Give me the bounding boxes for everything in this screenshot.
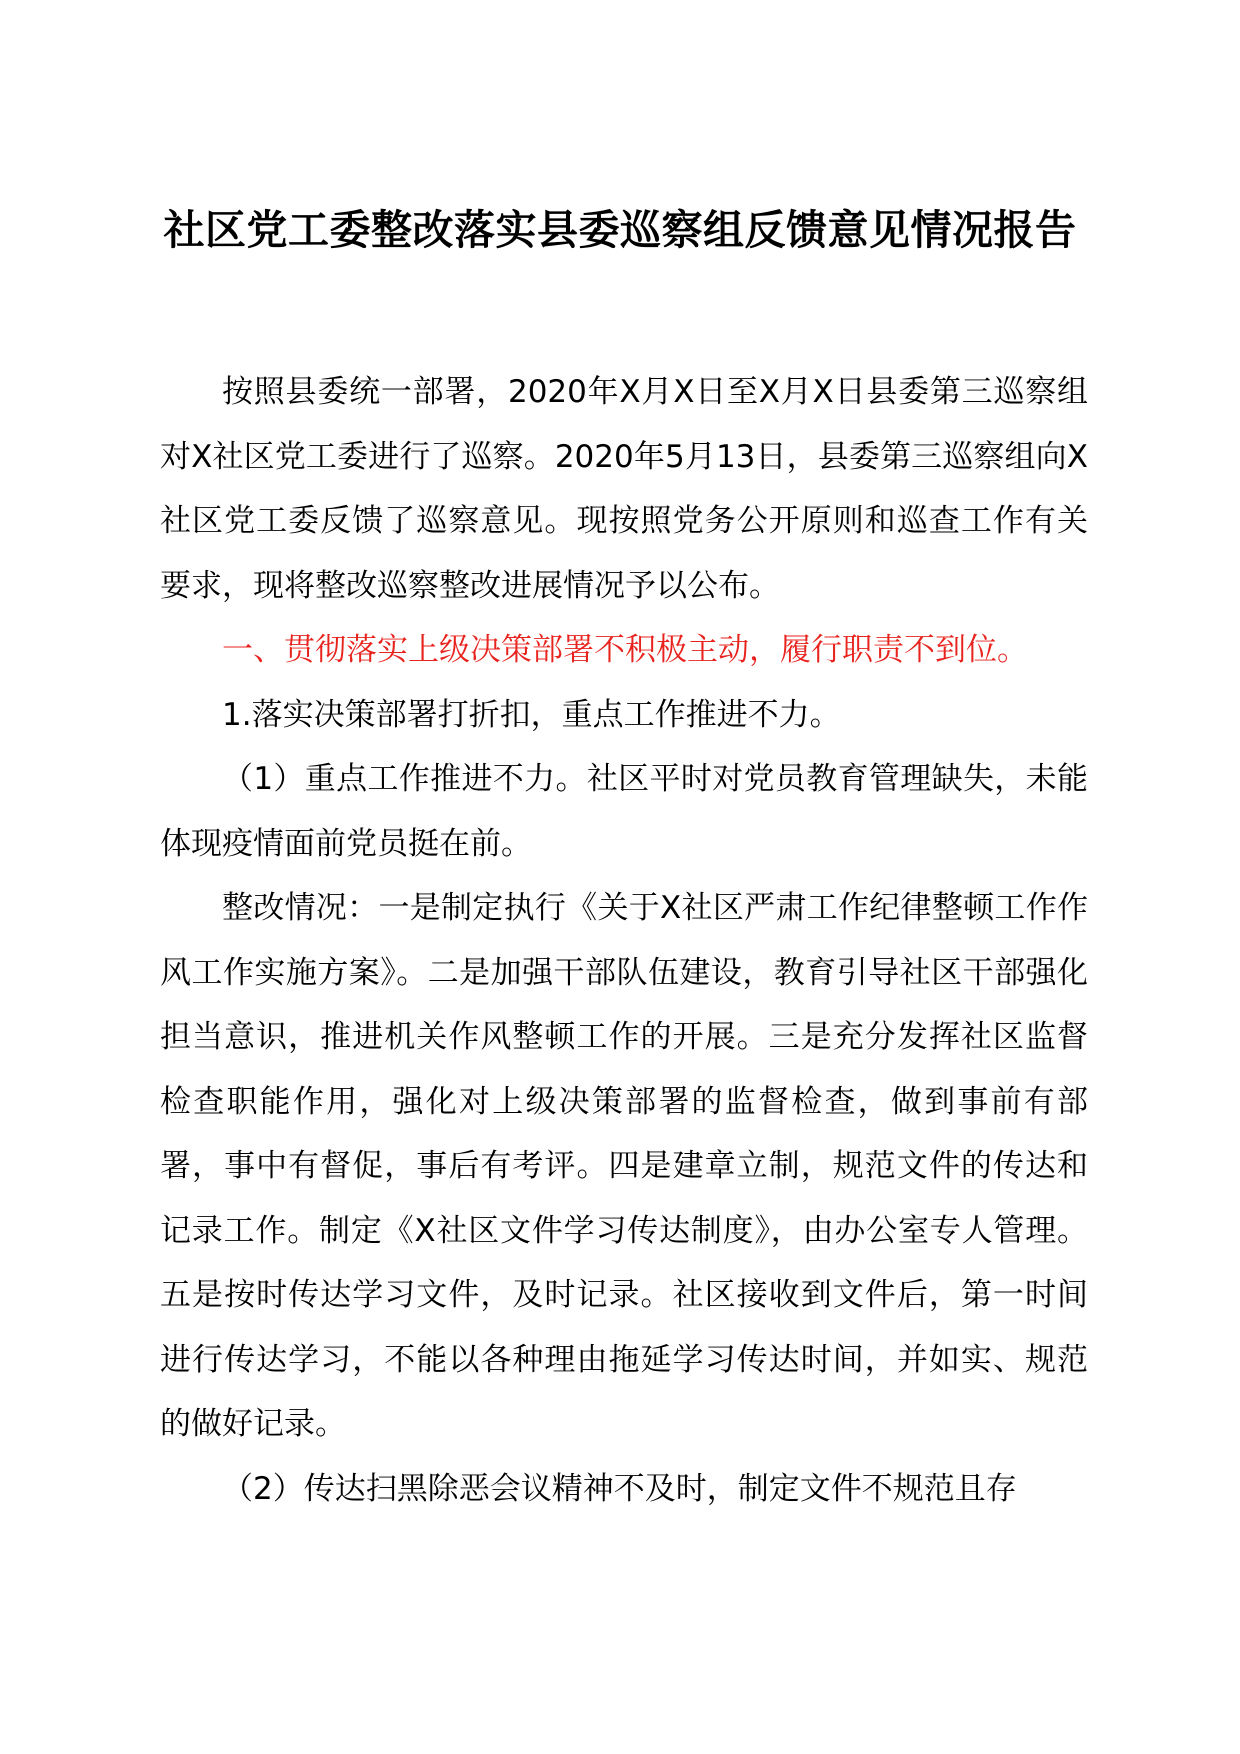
section-heading-1: 一、贯彻落实上级决策部署不积极主动，履行职责不到位。 [222, 632, 1028, 668]
document-title: 社区党工委整改落实县委巡察组反馈意见情况报告 [163, 206, 1077, 254]
intro-paragraph: 按照县委统一部署，2020年X月X日至X月X日县委第三巡察组对X社区党工委进行了巡察。2020年5月13日，县委第三巡察组向X社区党工委反馈了巡察意见。现按照党务公开原则和巡查工作有关要求，现将整改巡察整改进展情况予以公布。 [160, 374, 1088, 604]
rectification-paragraph: 整改情况：一是制定执行《关于X社区严肃工作纪律整顿工作作风工作实施方案》。二是加强干部队伍建设，教育引导社区干部强化担当意识，推进机关作风整顿工作的开展。三是充分发挥社区监督检查职能作用，强化对上级决策部署的监督检查，做到事前有部署，事中有督促，事后有考评。四是建章立制，规范文件的传达和记录工作。制定《X社区文件学习传达制度》，由办公室专人管理。五是按时传达学习文件，及时记录。社区接收到文件后，第一时间进行传达学习，不能以各种理由拖延学习传达时间，并如实、规范的做好记录。 [160, 890, 1088, 1442]
issue-paragraph-2: （2）传达扫黑除恶会议精神不及时，制定文件不规范且存 [222, 1470, 1017, 1507]
document-body [160, 360, 1088, 1521]
subsection-heading-1: 1.落实决策部署打折扣，重点工作推进不力。 [222, 696, 841, 733]
issue-paragraph-1: （1）重点工作推进不力。社区平时对党员教育管理缺失，未能体现疫情面前党员挺在前。 [160, 761, 1088, 862]
